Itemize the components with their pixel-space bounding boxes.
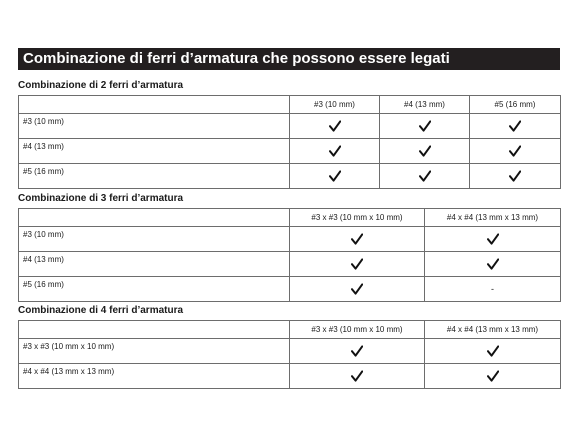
check-icon [351, 283, 363, 295]
section-title-2-bars: Combinazione di 2 ferri d’armatura [18, 80, 184, 91]
section-title-4-bars: Combinazione di 4 ferri d’armatura [18, 305, 184, 316]
row-label: #5 (16 mm) [19, 277, 290, 302]
check-icon [351, 345, 363, 357]
check-icon [487, 233, 499, 245]
column-header: #4 x #4 (13 mm x 13 mm) [425, 321, 561, 339]
compat-cell [470, 139, 561, 164]
table-row [19, 252, 561, 277]
check-icon [329, 145, 341, 157]
page-title: Combinazione di ferri d’armatura che possono essere legati [18, 48, 560, 70]
header-corner-cell [19, 209, 290, 227]
check-icon [419, 120, 431, 132]
header-corner-cell [19, 321, 290, 339]
row-label: #5 (16 mm) [19, 164, 290, 189]
table-row [19, 277, 561, 302]
table-row [19, 364, 561, 389]
compat-cell [290, 227, 425, 252]
compat-cell [425, 364, 561, 389]
row-label: #4 (13 mm) [19, 139, 290, 164]
header-corner-cell [19, 96, 290, 114]
row-label: #3 x #3 (10 mm x 10 mm) [19, 339, 290, 364]
check-icon [351, 370, 363, 382]
check-icon [487, 370, 499, 382]
column-header: #3 (10 mm) [290, 96, 380, 114]
compat-cell [380, 114, 470, 139]
column-header: #4 (13 mm) [380, 96, 470, 114]
section-title-3-bars: Combinazione di 3 ferri d’armatura [18, 193, 184, 204]
compat-cell [290, 164, 380, 189]
table-row [19, 164, 561, 189]
row-label: #3 (10 mm) [19, 227, 290, 252]
check-icon [351, 258, 363, 270]
compat-cell [290, 139, 380, 164]
table-2-bars [18, 95, 561, 189]
column-header: #3 x #3 (10 mm x 10 mm) [290, 209, 425, 227]
compat-cell [425, 339, 561, 364]
table-row [19, 227, 561, 252]
compat-cell [425, 227, 561, 252]
table-row [19, 114, 561, 139]
row-label: #3 (10 mm) [19, 114, 290, 139]
check-icon [419, 170, 431, 182]
check-icon [487, 258, 499, 270]
column-header: #4 x #4 (13 mm x 13 mm) [425, 209, 561, 227]
compat-cell [290, 252, 425, 277]
compat-cell [470, 114, 561, 139]
compat-cell [290, 277, 425, 302]
compat-cell [290, 339, 425, 364]
compat-cell [290, 364, 425, 389]
check-icon [509, 170, 521, 182]
table-header-row [19, 96, 561, 114]
row-label: #4 x #4 (13 mm x 13 mm) [19, 364, 290, 389]
check-icon [351, 233, 363, 245]
compat-cell [425, 252, 561, 277]
check-icon [419, 145, 431, 157]
table-row [19, 139, 561, 164]
compat-cell [290, 114, 380, 139]
check-icon [329, 170, 341, 182]
check-icon [329, 120, 341, 132]
compat-cell [380, 164, 470, 189]
check-icon [509, 120, 521, 132]
check-icon [509, 145, 521, 157]
column-header: #5 (16 mm) [470, 96, 561, 114]
compat-cell [380, 139, 470, 164]
table-header-row [19, 321, 561, 339]
table-header-row [19, 209, 561, 227]
table-3-bars [18, 208, 561, 302]
compat-cell [470, 164, 561, 189]
not-compatible-mark: - [425, 277, 561, 302]
column-header: #3 x #3 (10 mm x 10 mm) [290, 321, 425, 339]
check-icon [487, 345, 499, 357]
table-4-bars [18, 320, 561, 389]
row-label: #4 (13 mm) [19, 252, 290, 277]
table-row [19, 339, 561, 364]
